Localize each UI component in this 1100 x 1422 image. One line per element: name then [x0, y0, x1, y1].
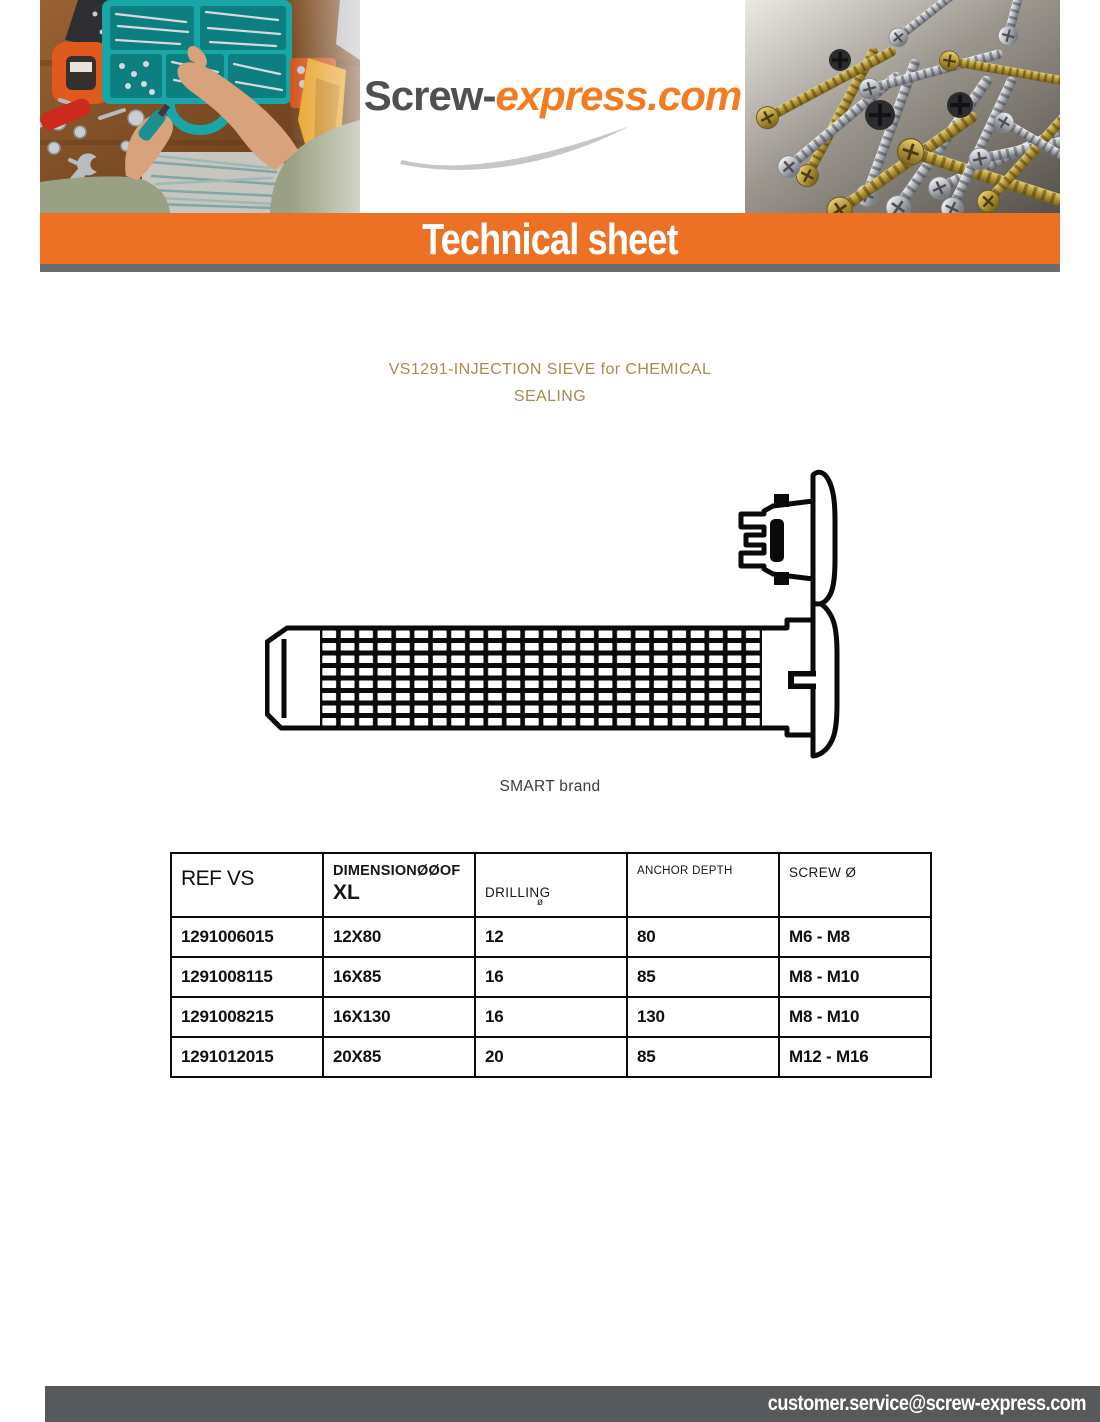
- cell-drilling: 20: [475, 1037, 627, 1077]
- injection-sieve-drawing: [265, 468, 845, 765]
- table-row: [171, 957, 931, 997]
- cell-screw: M8 - M10: [779, 997, 931, 1037]
- header-dimension: [323, 853, 475, 917]
- cell-drilling: 16: [475, 997, 627, 1037]
- header-dimension-line1: DIMENSIONØØOF: [333, 863, 461, 879]
- cell-dimension: 16X130: [323, 997, 475, 1037]
- cell-ref: 1291008215: [171, 997, 323, 1037]
- footer-bar: [45, 1386, 1100, 1422]
- logo-part2: express.com: [495, 72, 742, 119]
- cell-screw: M12 - M16: [779, 1037, 931, 1077]
- cell-anchor-depth: 80: [627, 917, 779, 957]
- cell-drilling: 16: [475, 957, 627, 997]
- cell-ref: 1291012015: [171, 1037, 323, 1077]
- table-row: [171, 917, 931, 957]
- cell-drilling: 12: [475, 917, 627, 957]
- table-row: [171, 1037, 931, 1077]
- cell-screw: M8 - M10: [779, 957, 931, 997]
- banner-underline: [40, 264, 1060, 272]
- technical-sheet-banner: [40, 213, 1060, 264]
- cell-ref: 1291006015: [171, 917, 323, 957]
- header-anchor-depth: ANCHOR DEPTH: [627, 853, 779, 917]
- logo-text: [360, 72, 745, 120]
- header-ref-vs: REF VS: [171, 853, 323, 917]
- product-title-line1: VS1291-INJECTION SIEVE for CHEMICAL: [388, 361, 712, 378]
- workbench-photo-illustration: [40, 0, 360, 213]
- product-title-line2: SEALING: [513, 388, 587, 405]
- workbench-tools-photo: [40, 0, 360, 213]
- injection-sieve-diagram: [265, 468, 845, 760]
- header-drilling: [475, 853, 627, 917]
- logo: [360, 0, 745, 213]
- cell-screw: M6 - M8: [779, 917, 931, 957]
- screws-pile-photo: [745, 0, 1060, 213]
- cell-dimension: 20X85: [323, 1037, 475, 1077]
- cell-dimension: 16X85: [323, 957, 475, 997]
- brand-caption: SMART brand: [499, 778, 601, 795]
- header-screw-diameter: SCREW Ø: [779, 853, 931, 917]
- table-header-row: [171, 853, 931, 917]
- cell-anchor-depth: 85: [627, 1037, 779, 1077]
- header-dimension-line2: XL: [333, 881, 360, 904]
- header-drilling-mark: ø: [537, 897, 544, 908]
- logo-part1: Screw-: [363, 72, 496, 119]
- product-title: [0, 356, 1100, 410]
- header-drilling-label: DRILLING: [485, 885, 551, 900]
- cell-anchor-depth: 130: [627, 997, 779, 1037]
- table-row: [171, 997, 931, 1037]
- logo-swoosh-icon: [398, 122, 638, 170]
- cell-anchor-depth: 85: [627, 957, 779, 997]
- footer-email: customer.service@screw-express.com: [767, 1392, 1086, 1415]
- screws-photo-illustration: [745, 0, 1060, 213]
- cell-ref: 1291008115: [171, 957, 323, 997]
- banner-title: Technical sheet: [422, 215, 678, 264]
- spec-table: [170, 852, 932, 1078]
- cell-dimension: 12X80: [323, 917, 475, 957]
